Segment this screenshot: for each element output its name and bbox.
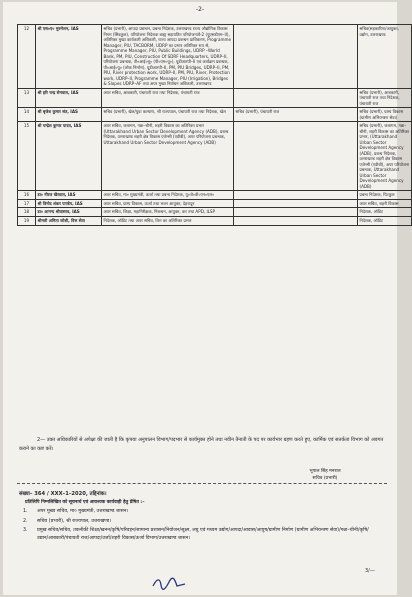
page-number: -2- <box>195 6 205 13</box>
table-row <box>18 199 412 208</box>
signatory-name: भूपाल सिंह मनराल <box>309 469 341 474</box>
officer-name: श्री चन्द्रेश कुमार यादव, IAS <box>36 122 102 191</box>
current-posting: अपर सचिव, शिक्षा, महानिरीक्षक, निबन्धन, आयुक्त, कर तथा APD, ILSP <box>102 208 234 217</box>
current-posting: अपर सचिव, मा० मुख्यमंत्री, ऊर्जा तथा प्रबन्ध निदेशक, यू०जे०वी०एन०एल० <box>102 191 234 200</box>
copy-to-item <box>23 527 379 542</box>
divider <box>17 483 387 484</box>
relieved-posting <box>234 216 358 225</box>
current-posting: सचिव (प्रभारी), खेल/युवा कल्याण, श्री राज्यपाल, पंचायती राज तथा निदेशक, खेल <box>102 108 234 122</box>
transfer-table <box>17 24 412 226</box>
new-posting: सचिव(सहकारिता/आयुक्त, उद्योग, उत्तराखण्ड <box>358 25 412 89</box>
copy-to-item <box>23 518 379 526</box>
row-serial: 16 <box>18 191 36 200</box>
row-serial: 18 <box>18 208 36 217</box>
new-posting: सचिव (प्रभारी), आबकारी, पंचायती राज तथा निदेशक, पंचायती राज <box>358 88 412 108</box>
officer-name: श्री हरि चन्द्र सेमवाल, IAS <box>36 88 102 108</box>
new-posting: सचिव (प्रभारी), जलागम, गन्ना–चीनी, शहरी विकास का अतिरिक्त प्रभार, (Uttarakhand Urban Sector Development Agency (ADB), प्रबन्ध निदेशक, उत्तराखण्ड शहरी क्षेत्र विकास एजेन्सी (एडीबी), अपर परियोजना प्रबन्धक, Uttarakhand Urban Sector Development Agency (ADB) <box>358 122 412 191</box>
table-row <box>18 191 412 200</box>
signatory-title: सचिव (प्रभारी) <box>312 476 338 482</box>
copy-to-text: अपर मुख्य सचिव, मा० मुख्यमंत्री, उत्तराखण्ड शासन। <box>37 509 129 514</box>
relieved-posting <box>234 191 358 200</box>
new-posting: निदेशक, ऑडिट <box>358 216 412 225</box>
current-posting: सचिव (प्रभारी), आपदा प्रबन्धन, प्रबन्ध निदेशक, उत्तराखण्ड राज्य औद्योगिक विकास निगम (सिडकुल), परियोजना निदेशक बाह्य सहायतित परियोजनायें-2 (यूएसडीएम–II), अतिरिक्त मुख्य कार्यकारी अधिकारी, राज्य आपदा प्रबन्धन प्राधिकरण, Programme Manager, PIU, TACBORM, UDRP का प्रभार अतिरिक्त रूप से, Programme Manager, PIU, Public Buildings, UDRP –World Bank, PM, PIU, Construction Of SDRF Headquarters, UDRP–II, परियोजना प्रबन्धक, पी०आई०यू० (पी०एम०यू०), यूडीआरपी–II एवं कार्यक्रम प्रबन्धक, पी०आई०यू० (लोक निर्माण), यूडीआरपी–II, PM, PIU Bridges, UDRP–II, PM, PIU, River protection work, UDRP–II, PM, PIU, River, Protection work, UDRP–II, Programme Manager, PIU (Irrigation), Bridges & Slopes UDRP–AF तथा अपर मुख्य निर्वाचन अधिकारी, उत्तराखण्ड <box>102 25 234 89</box>
row-serial: 14 <box>18 108 36 122</box>
document-page <box>3 2 410 595</box>
table-row <box>18 25 412 89</box>
current-posting: अपर सचिव, ग्राम्य विकास, ऊर्जा तथा भवन आयुक्त, देहरादून <box>102 199 234 208</box>
current-posting: अपर सचिव, जलागम, गन्ना–चीनी, शहरी विकास का अतिरिक्त प्रभार (Uttarakhand Urban Sector Development Agency (ADB), प्रबन्ध निदेशक, उत्तराखण्ड शहरी क्षेत्र विकास एजेन्सी (एडीबी), अपर परियोजना प्रबन्धक, Uttarakhand Urban Sector Development Agency (ADB) <box>102 122 234 191</box>
table-row <box>18 122 412 191</box>
table-row <box>18 88 412 108</box>
officer-name: श्रीमती अमिता जोशी, वित्त सेवा <box>36 216 102 225</box>
copy-to-list <box>23 508 379 545</box>
copy-to-item <box>23 508 379 516</box>
reference-number: संख्या– 364 / XXX–1–2020, तद्दिनांक। <box>19 491 107 497</box>
copy-to-number: 2. <box>23 518 28 524</box>
relieved-posting <box>234 199 358 208</box>
relieved-posting <box>234 208 358 217</box>
copy-to-text: सचिव (प्रभारी), श्री राज्यपाल, उत्तराखण्ड। <box>37 518 111 524</box>
officer-name: श्री एस०ए० मुरुगेशन, IAS <box>36 25 102 89</box>
table-row <box>18 108 412 122</box>
relieved-posting: सचिव (प्रभारी), पंचायती राज <box>234 108 358 122</box>
officer-name: डा० नीरज खैरवाल, IAS <box>36 191 102 200</box>
copy-to-intro: प्रतिलिपि निम्नलिखित को सूचनार्थ एवं आवश्यक कार्यवाही हेतु प्रेषित :– <box>25 500 145 505</box>
row-serial: 17 <box>18 199 36 208</box>
new-posting: सचिव (प्रभारी), ग्राम्य विकास (ग्रामीण अभियन्त्रण सेवा) <box>358 108 412 122</box>
relieved-posting <box>234 25 358 89</box>
current-posting: निदेशक, ऑडिट तथा अपर सचिव, वित्त का अतिरिक्त प्रभार <box>102 216 234 225</box>
copy-to-text: प्रमुख सचिव/सचिव, तकनीकी शिक्षा/खनन/कृषि/परिवहन/सामान्य प्रशासन/नियोजन/सूक्ष्म, लघु एवं मध्यम उद्योग/आपदा/आवास/आयुष/ग्रामीण निर्माण (ग्रामीण अभियन्त्रण सेवा)/गन्ना–चीनी/कृषि/उद्यान/आबकारी/पंचायती राज/आपदा/उर्जा/शहरी विकास/ऊर्जा विभाग/उत्तराखण्ड शासन। <box>37 528 369 542</box>
copy-to-number: 1. <box>23 509 28 514</box>
copy-to-number: 3. <box>23 528 28 534</box>
officer-name: श्री विनोद शंकर पाण्डेय, IAS <box>36 199 102 208</box>
row-serial: 19 <box>18 216 36 225</box>
current-posting: अपर सचिव, आबकारी, पंचायती राज तथा निदेशक, पंचायती राज <box>102 88 234 108</box>
officer-name: श्री बृजेश कुमार संत, IAS <box>36 108 102 122</box>
row-serial: 13 <box>18 88 36 108</box>
new-posting: अपर सचिव, शहरी विकास <box>358 199 412 208</box>
officer-name: डा० आनन्द श्रीवास्तव, IAS <box>36 208 102 217</box>
continued-marker: 3/— <box>365 568 375 574</box>
signature-block <box>285 468 365 483</box>
handwritten-initial <box>151 576 191 592</box>
row-serial: 12 <box>18 25 36 89</box>
row-serial: 15 <box>18 122 36 191</box>
instruction-paragraph: 2— उक्त अधिकारियों से अपेक्षा की जाती है कि कृपया अनुपालन विभाग/पदभार से कार्यमुक्त होने तथा नवीन तैनाती के पद पर कार्यभार ग्रहण करते हुए, कार्मिक एवं सतर्कता विभाग को अवगत कराने का कष्ट करें। <box>19 437 384 452</box>
new-posting: निदेशक, ऑडिट <box>358 208 412 217</box>
table-row <box>18 208 412 217</box>
relieved-posting <box>234 88 358 108</box>
new-posting: प्रबन्ध निदेशक, पिटकुल <box>358 191 412 200</box>
table-row <box>18 216 412 225</box>
relieved-posting <box>234 122 358 191</box>
